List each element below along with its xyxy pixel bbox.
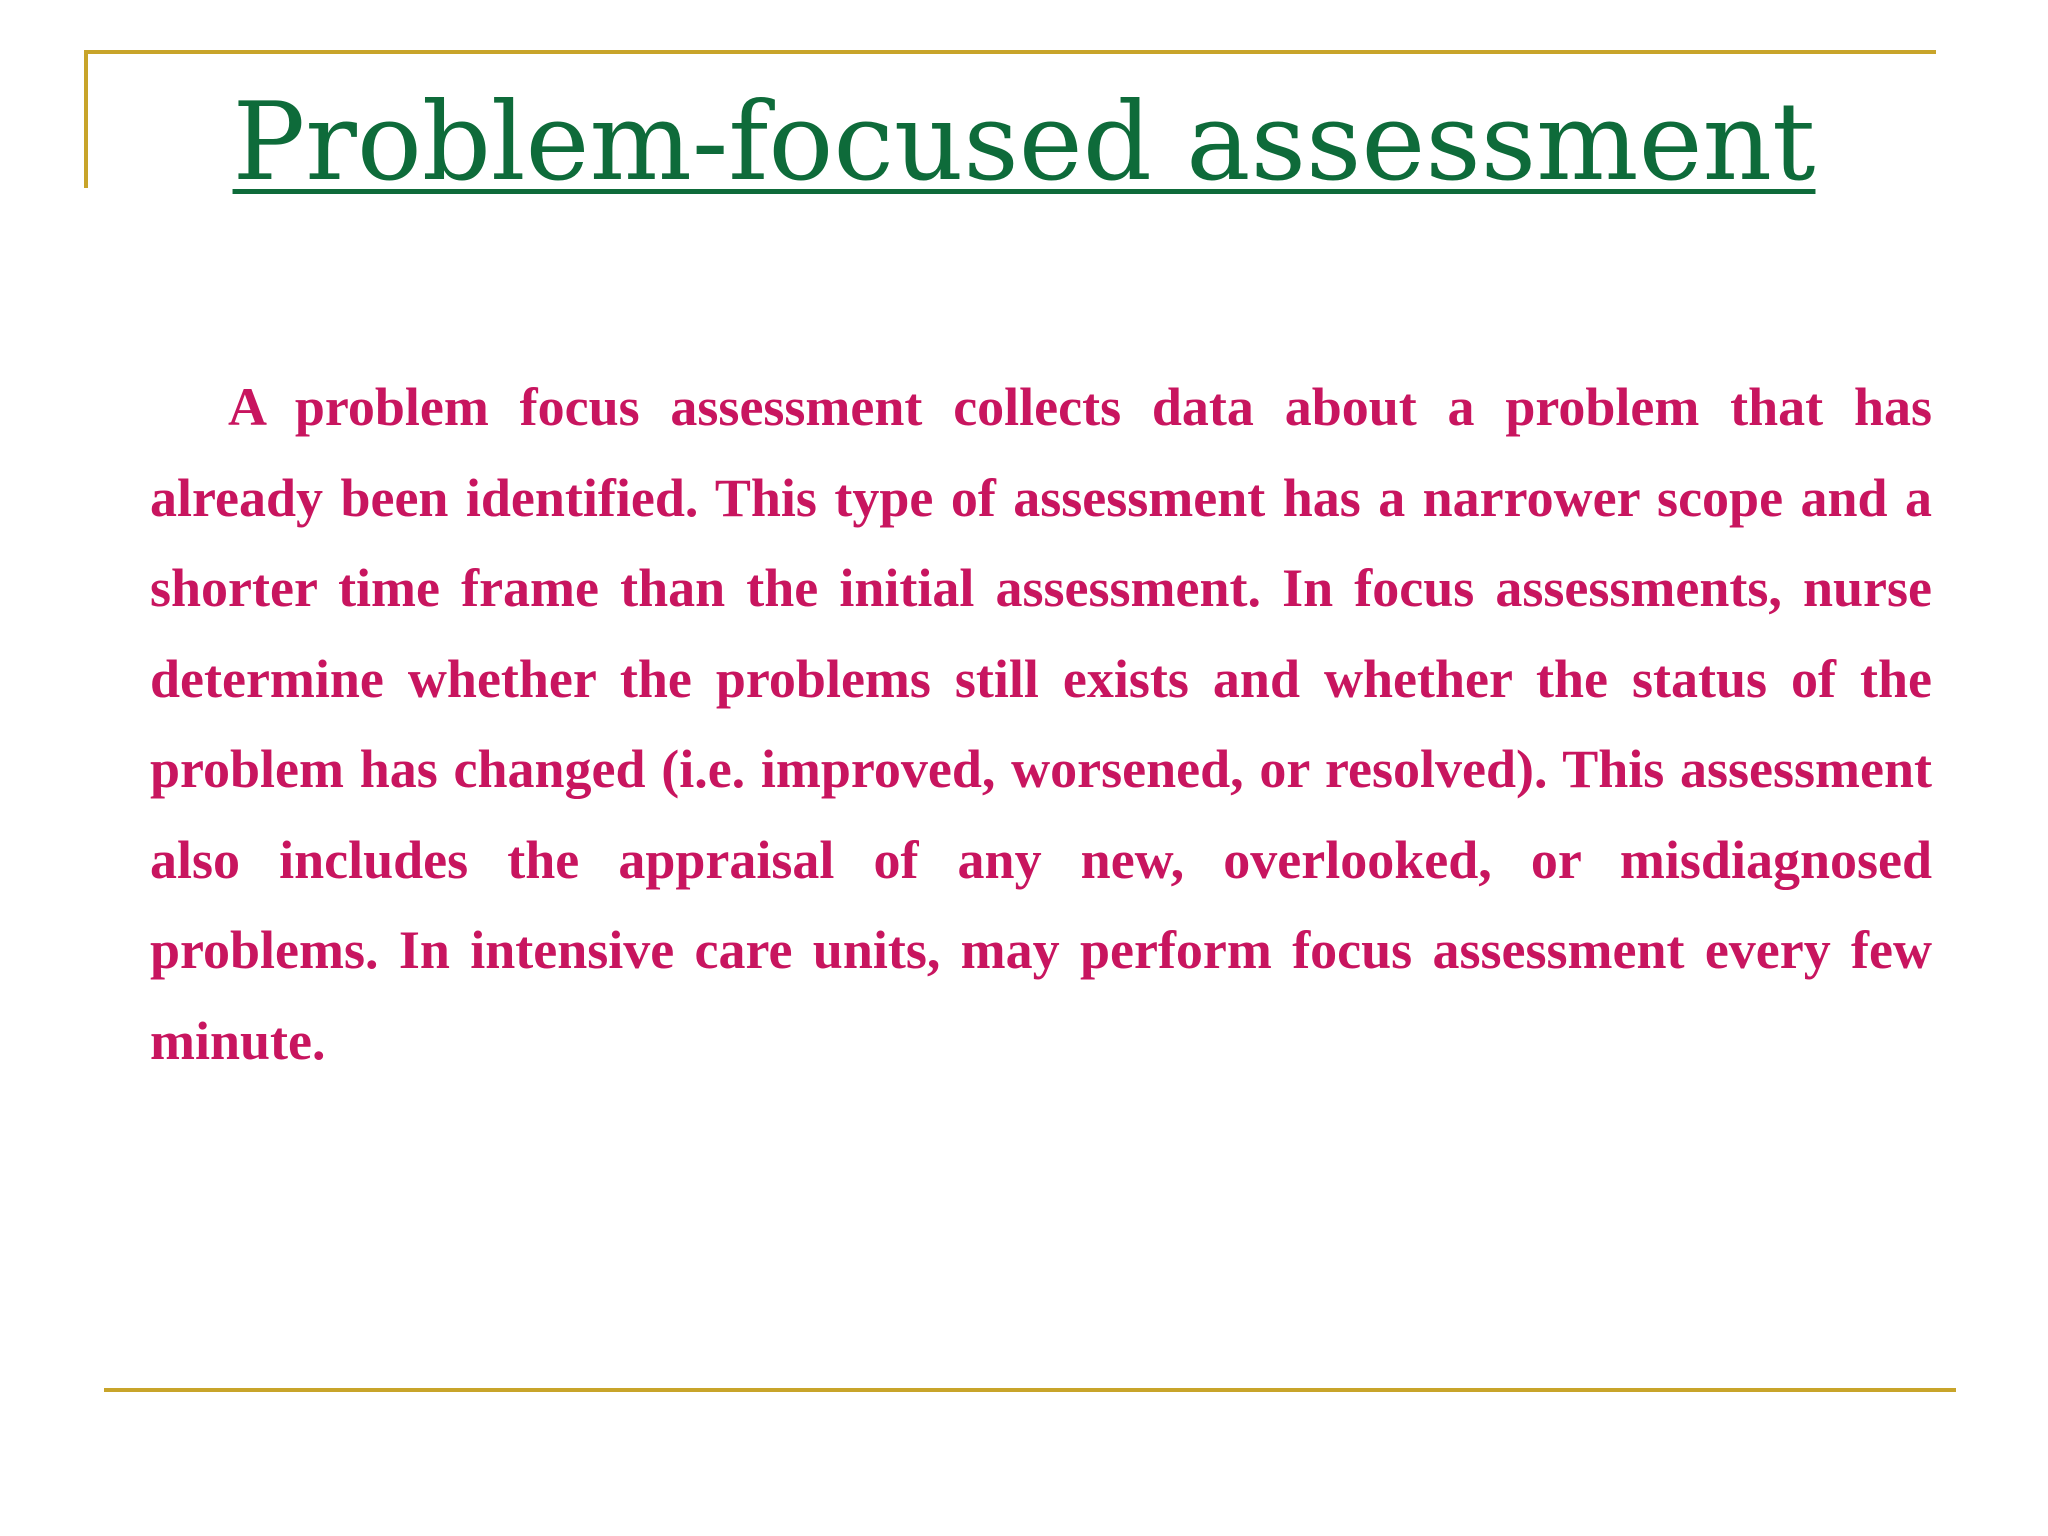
slide-body-text: A problem focus assessment collects data about a problem that has already been identified. This type of assessment has a narrower scope and a shorter time frame than the initial assessment. In focus assessments, nurse determine whether the problems still exists and whether the status of the problem has changed (i.e. improved, worsened, or resolved). This assessment also includes the appraisal of any new, overlooked, or misdiagnosed problems. In intensive care units, may perform focus assessment every few minute. xyxy=(150,377,1932,1071)
slide-title-text: Problem-focused assessment xyxy=(232,80,1816,205)
bottom-rule xyxy=(104,1388,1956,1392)
slide-title xyxy=(0,78,2048,208)
top-rule xyxy=(84,50,1936,54)
